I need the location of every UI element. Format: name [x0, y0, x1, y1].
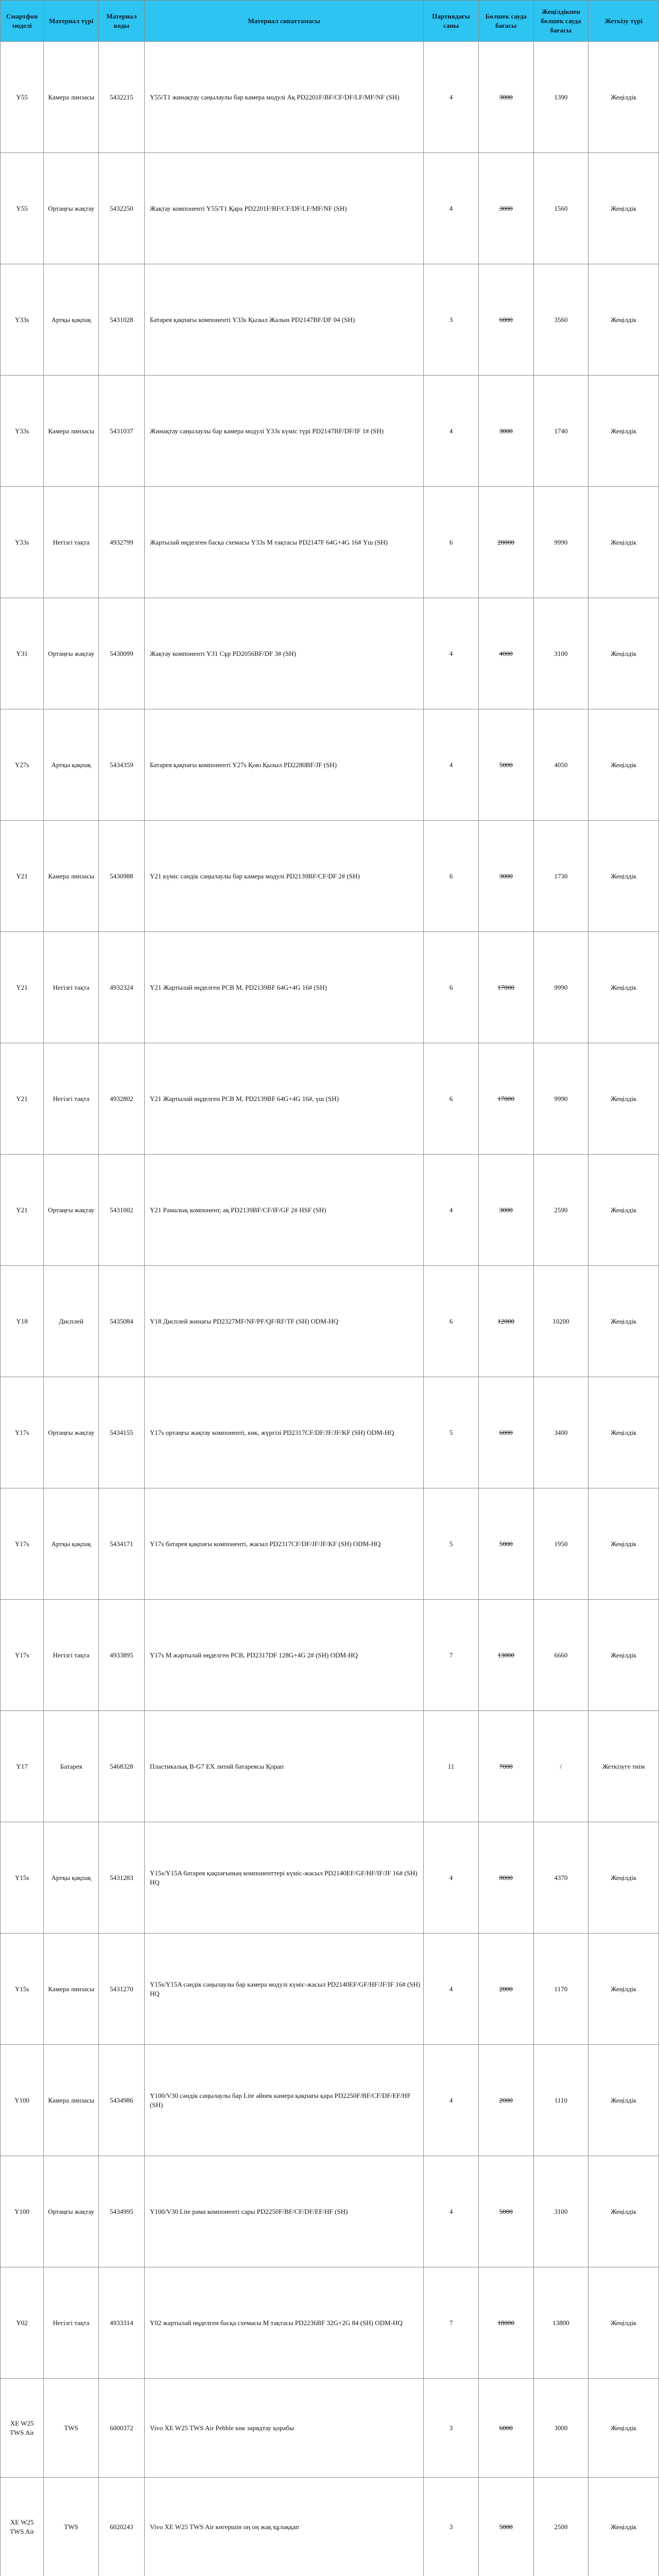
cell-quantity: 3	[424, 2379, 479, 2478]
cell-discount-price: 1740	[533, 376, 588, 487]
cell-material-code: 5434171	[99, 1488, 145, 1600]
cell-material-type: TWS	[44, 2379, 99, 2478]
cell-material-code: 5434155	[99, 1377, 145, 1488]
cell-discount-price: 9990	[533, 1043, 588, 1155]
cell-retail-price: 17000	[478, 932, 533, 1043]
cell-quantity: 11	[424, 1711, 479, 1822]
cell-delivery-type: Жеңілдік	[588, 42, 659, 153]
table-body	[1, 42, 659, 2576]
cell-material-type: Ортаңғы жақтау	[44, 1155, 99, 1266]
cell-delivery-type: Жеңілдік	[588, 2156, 659, 2267]
cell-material-description: Y02 жартылай өңделген басқа схемасы M тақтасы PD2236BF 32G+2G 84 (SH) ODM-HQ	[145, 2267, 424, 2379]
cell-quantity: 4	[424, 376, 479, 487]
cell-material-code: 4933895	[99, 1600, 145, 1711]
cell-delivery-type: Жеңілдік	[588, 821, 659, 932]
table-row	[1, 1488, 659, 1600]
cell-discount-price: 3560	[533, 264, 588, 376]
cell-quantity: 6	[424, 1266, 479, 1377]
cell-material-description: Y15s/Y15A сәндік саңылаулы бар камера модулі күміс-жасыл PD2140EF/GF/HF/JF/IF 16# (SH) HQ	[145, 1934, 424, 2045]
cell-material-description: Батарея қақпағы компоненті Y27s Қою Қызыл PD2280BF/JF (SH)	[145, 709, 424, 821]
cell-quantity: 4	[424, 709, 479, 821]
cell-delivery-type: Жеңілдік	[588, 153, 659, 264]
cell-retail-price: 6000	[478, 2379, 533, 2478]
cell-retail-price: 4000	[478, 598, 533, 709]
cell-discount-price: 9990	[533, 487, 588, 598]
cell-retail-price: 3000	[478, 42, 533, 153]
cell-material-code: 5431283	[99, 1822, 145, 1934]
cell-retail-price: 3000	[478, 376, 533, 487]
cell-material-code: 5430099	[99, 598, 145, 709]
cell-retail-price: 5000	[478, 2156, 533, 2267]
cell-model: Y55	[1, 153, 44, 264]
table-row	[1, 1377, 659, 1488]
cell-material-description: Жақтау компоненті Y55/Т1 Қара PD2201F/BF/CF/DF/LF/MF/NF (SH)	[145, 153, 424, 264]
cell-model: Y21	[1, 1043, 44, 1155]
cell-discount-price: 1390	[533, 42, 588, 153]
cell-material-code: 5430988	[99, 821, 145, 932]
cell-delivery-type: Жеңілдік	[588, 2267, 659, 2379]
cell-delivery-type: Жеңілдік	[588, 376, 659, 487]
cell-material-type: Негізгі тақта	[44, 2267, 99, 2379]
table-row	[1, 2478, 659, 2576]
cell-quantity: 5	[424, 1377, 479, 1488]
cell-material-code: 6020243	[99, 2478, 145, 2576]
table-row	[1, 1934, 659, 2045]
cell-retail-price: 18000	[478, 2267, 533, 2379]
cell-retail-price: 3000	[478, 821, 533, 932]
cell-discount-price: 3000	[533, 2379, 588, 2478]
cell-quantity: 3	[424, 264, 479, 376]
cell-retail-price: 8000	[478, 1822, 533, 1934]
cell-discount-price: 1560	[533, 153, 588, 264]
cell-retail-price: 20000	[478, 487, 533, 598]
cell-material-description: Y15s/Y15A батарея қақпағының компоненттері күміс-жасыл PD2140EF/GF/HF/IF/JF 16# (SH) HQ	[145, 1822, 424, 1934]
cell-material-code: 5432250	[99, 153, 145, 264]
cell-retail-price: 3000	[478, 153, 533, 264]
cell-material-code: 5431028	[99, 264, 145, 376]
cell-material-description: Пластикалық B-G7 EX литий батареясы Қорап	[145, 1711, 424, 1822]
cell-material-type: Ортаңғы жақтау	[44, 153, 99, 264]
cell-material-code: 4932324	[99, 932, 145, 1043]
cell-material-type: Камера линзасы	[44, 2045, 99, 2156]
cell-material-code: 5431002	[99, 1155, 145, 1266]
cell-material-type: Артқы қақпақ	[44, 264, 99, 376]
cell-material-description: Жартылай өңделген басқа схемасы Y33s M тақтасы PD2147F 64G+4G 16# Үш (SH)	[145, 487, 424, 598]
cell-material-type: Батарея	[44, 1711, 99, 1822]
cell-model: Y15s	[1, 1934, 44, 2045]
cell-discount-price: 6660	[533, 1600, 588, 1711]
cell-material-type: Камера линзасы	[44, 42, 99, 153]
cell-material-type: Негізгі тақта	[44, 932, 99, 1043]
cell-model: Y17s	[1, 1377, 44, 1488]
cell-quantity: 4	[424, 598, 479, 709]
cell-model: Y21	[1, 932, 44, 1043]
cell-model: Y21	[1, 821, 44, 932]
header-row	[1, 1, 659, 42]
cell-model: Y02	[1, 2267, 44, 2379]
cell-delivery-type: Жеткізуге тиім	[588, 1711, 659, 1822]
table-row	[1, 709, 659, 821]
cell-material-code: 6000372	[99, 2379, 145, 2478]
cell-material-code: 4932799	[99, 487, 145, 598]
cell-material-description: Y21 Жартылай өңделген PCB M, PD2139BF 64G+4G 16# (SH)	[145, 932, 424, 1043]
cell-quantity: 4	[424, 1934, 479, 2045]
cell-discount-price: 1950	[533, 1488, 588, 1600]
cell-material-type: Негізгі тақта	[44, 487, 99, 598]
cell-discount-price: 4370	[533, 1822, 588, 1934]
cell-model: Y31	[1, 598, 44, 709]
cell-material-description: Y18 Дисплей жинағы PD2327MF/NF/PF/QF/RF/TF (SH) ODM-HQ	[145, 1266, 424, 1377]
header-old-price: Бөлшек сауда бағасы	[478, 1, 533, 42]
cell-material-description: Батарея қақпағы компоненті Y33s Қызыл Жалын PD2147BF/DF 04 (SH)	[145, 264, 424, 376]
cell-delivery-type: Жеңілдік	[588, 709, 659, 821]
cell-delivery-type: Жеңілдік	[588, 1266, 659, 1377]
cell-model: Y27s	[1, 709, 44, 821]
header-code: Материал коды	[99, 1, 145, 42]
cell-retail-price: 13000	[478, 1600, 533, 1711]
table-header	[1, 1, 659, 42]
cell-quantity: 4	[424, 42, 479, 153]
cell-quantity: 7	[424, 2267, 479, 2379]
cell-retail-price: 7000	[478, 1711, 533, 1822]
cell-material-type: Камера линзасы	[44, 1934, 99, 2045]
cell-retail-price: 12000	[478, 1266, 533, 1377]
table-row	[1, 2156, 659, 2267]
cell-quantity: 6	[424, 932, 479, 1043]
cell-quantity: 6	[424, 1043, 479, 1155]
table-row	[1, 376, 659, 487]
cell-retail-price: 5000	[478, 1488, 533, 1600]
table-row	[1, 42, 659, 153]
cell-material-description: Y100/V30 Lite рама компоненті сары PD2250F/BF/CF/DF/EF/HF (SH)	[145, 2156, 424, 2267]
cell-material-description: Y100/V30 сәндік саңылаулы бар Lite әйнек камера қақпағы қара PD2250F/BF/CF/DF/EF/HF (SH)	[145, 2045, 424, 2156]
cell-delivery-type: Жеңілдік	[588, 932, 659, 1043]
cell-discount-price: 3400	[533, 1377, 588, 1488]
header-new-price: Жеңілдікпен бөлшек сауда бағасы	[533, 1, 588, 42]
cell-discount-price: 1730	[533, 821, 588, 932]
table-row	[1, 264, 659, 376]
cell-delivery-type: Жеңілдік	[588, 1043, 659, 1155]
cell-material-description: Vivo XE W25 TWS Air көгершін оң оң жақ құлаққап	[145, 2478, 424, 2576]
cell-quantity: 3	[424, 2478, 479, 2576]
table-row	[1, 1822, 659, 1934]
cell-model: Y55	[1, 42, 44, 153]
cell-quantity: 4	[424, 2045, 479, 2156]
cell-material-type: Камера линзасы	[44, 821, 99, 932]
cell-delivery-type: Жеңілдік	[588, 264, 659, 376]
cell-discount-price: 4050	[533, 709, 588, 821]
table-row	[1, 2045, 659, 2156]
cell-material-type: Камера линзасы	[44, 376, 99, 487]
cell-quantity: 4	[424, 153, 479, 264]
cell-quantity: 4	[424, 1822, 479, 1934]
cell-discount-price: 9990	[533, 932, 588, 1043]
cell-discount-price: 1170	[533, 1934, 588, 2045]
cell-quantity: 6	[424, 487, 479, 598]
cell-material-code: 4932802	[99, 1043, 145, 1155]
cell-material-description: Vivo XE W25 TWS Air Pebble көк зарядтау қорабы	[145, 2379, 424, 2478]
cell-material-type: Ортаңғы жақтау	[44, 2156, 99, 2267]
cell-material-description: Y55/Т1 жинақтау саңылаулы бар камера модулі Ақ PD2201F/BF/CF/DF/LF/MF/NF (SH)	[145, 42, 424, 153]
cell-discount-price: 2500	[533, 2478, 588, 2576]
cell-material-code: 5432215	[99, 42, 145, 153]
cell-retail-price: 5000	[478, 709, 533, 821]
table-row	[1, 1266, 659, 1377]
header-status: Жеткізу түрі	[588, 1, 659, 42]
table-row	[1, 1600, 659, 1711]
cell-model: Y33s	[1, 376, 44, 487]
cell-material-type: Дисплей	[44, 1266, 99, 1377]
cell-model: Y18	[1, 1266, 44, 1377]
cell-discount-price: 13800	[533, 2267, 588, 2379]
cell-material-code: 5435084	[99, 1266, 145, 1377]
cell-retail-price: 6000	[478, 264, 533, 376]
cell-retail-price: 2000	[478, 1934, 533, 2045]
cell-retail-price: 6000	[478, 1377, 533, 1488]
cell-material-code: 5431037	[99, 376, 145, 487]
cell-discount-price: 10200	[533, 1266, 588, 1377]
cell-delivery-type: Жеңілдік	[588, 2045, 659, 2156]
cell-model: XE W25 TWS Air	[1, 2379, 44, 2478]
cell-material-type: Ортаңғы жақтау	[44, 598, 99, 709]
cell-discount-price: 2590	[533, 1155, 588, 1266]
cell-model: Y21	[1, 1155, 44, 1266]
cell-model: Y17	[1, 1711, 44, 1822]
cell-delivery-type: Жеңілдік	[588, 2379, 659, 2478]
cell-delivery-type: Жеңілдік	[588, 1377, 659, 1488]
cell-delivery-type: Жеңілдік	[588, 1155, 659, 1266]
cell-delivery-type: Жеңілдік	[588, 598, 659, 709]
cell-model: Y17s	[1, 1488, 44, 1600]
cell-material-code: 5434359	[99, 709, 145, 821]
cell-material-code: 5434995	[99, 2156, 145, 2267]
header-name: Материал сипаттамасы	[145, 1, 424, 42]
cell-material-type: Артқы қақпақ	[44, 1488, 99, 1600]
cell-discount-price: 3100	[533, 2156, 588, 2267]
cell-delivery-type: Жеңілдік	[588, 487, 659, 598]
cell-material-description: Жинақтау саңылаулы бар камера модулі Y33s күміс түрі PD2147BF/DF/IF 1# (SH)	[145, 376, 424, 487]
header-qty: Партиядағы саны	[424, 1, 479, 42]
cell-quantity: 5	[424, 1488, 479, 1600]
cell-material-code: 5434986	[99, 2045, 145, 2156]
cell-material-description: Y21 Жартылай өңделген PCB M, PD2139BF 64G+4G 16#, үш (SH)	[145, 1043, 424, 1155]
cell-material-code: 5468328	[99, 1711, 145, 1822]
cell-model: Y33s	[1, 487, 44, 598]
cell-material-description: Y21 күміс сәндік саңылаулы бар камера модулі PD2139BF/CF/DF 2# (SH)	[145, 821, 424, 932]
table-row	[1, 153, 659, 264]
cell-material-description: Y17s батарея қақпағы компоненті, жасыл PD2317CF/DF/JF/JF/KF (SH) ODM-HQ	[145, 1488, 424, 1600]
cell-material-type: Артқы қақпақ	[44, 1822, 99, 1934]
cell-quantity: 4	[424, 2156, 479, 2267]
cell-retail-price: 3000	[478, 1155, 533, 1266]
cell-material-description: Y17s ортаңғы жақтау компоненті, көк, жүргізі PD2317CF/DF/JF/JF/KF (SH) ODM-HQ	[145, 1377, 424, 1488]
cell-material-type: TWS	[44, 2478, 99, 2576]
table-row	[1, 1711, 659, 1822]
cell-material-description: Жақтау компоненті Y31 Сұр PD2056BF/DF 3# (SH)	[145, 598, 424, 709]
cell-quantity: 4	[424, 1155, 479, 1266]
cell-discount-price: 3100	[533, 598, 588, 709]
cell-material-type: Ортаңғы жақтау	[44, 1377, 99, 1488]
cell-material-type: Негізгі тақта	[44, 1043, 99, 1155]
cell-delivery-type: Жеңілдік	[588, 1822, 659, 1934]
cell-retail-price: 17000	[478, 1043, 533, 1155]
table-row	[1, 1155, 659, 1266]
cell-delivery-type: Жеңілдік	[588, 1934, 659, 2045]
table-row	[1, 598, 659, 709]
table-row	[1, 487, 659, 598]
cell-model: Y100	[1, 2156, 44, 2267]
cell-delivery-type: Жеңілдік	[588, 1488, 659, 1600]
cell-material-code: 4933314	[99, 2267, 145, 2379]
cell-model: Y15s	[1, 1822, 44, 1934]
cell-discount-price: /	[533, 1711, 588, 1822]
cell-material-description: Y21 Рамалық компонент, ақ PD2139BF/CF/IF/GF 2# HSF (SH)	[145, 1155, 424, 1266]
cell-model: XE W25 TWS Air	[1, 2478, 44, 2576]
cell-delivery-type: Жеңілдік	[588, 2478, 659, 2576]
table-row	[1, 821, 659, 932]
header-type: Материал түрі	[44, 1, 99, 42]
cell-retail-price: 2000	[478, 2045, 533, 2156]
cell-delivery-type: Жеңілдік	[588, 1600, 659, 1711]
cell-model: Y17s	[1, 1600, 44, 1711]
cell-quantity: 7	[424, 1600, 479, 1711]
table-row	[1, 932, 659, 1043]
cell-quantity: 6	[424, 821, 479, 932]
cell-material-type: Артқы қақпақ	[44, 709, 99, 821]
cell-material-code: 5431270	[99, 1934, 145, 2045]
cell-material-type: Негізгі тақта	[44, 1600, 99, 1711]
table-row	[1, 1043, 659, 1155]
table-row	[1, 2267, 659, 2379]
cell-material-description: Y17s M жартылай өңделген PCB, PD2317DF 128G+4G 2# (SH) ODM-HQ	[145, 1600, 424, 1711]
cell-model: Y100	[1, 2045, 44, 2156]
header-model: Смартфон моделі	[1, 1, 44, 42]
cell-retail-price: 5000	[478, 2478, 533, 2576]
cell-discount-price: 1110	[533, 2045, 588, 2156]
table-row	[1, 2379, 659, 2478]
cell-model: Y33s	[1, 264, 44, 376]
